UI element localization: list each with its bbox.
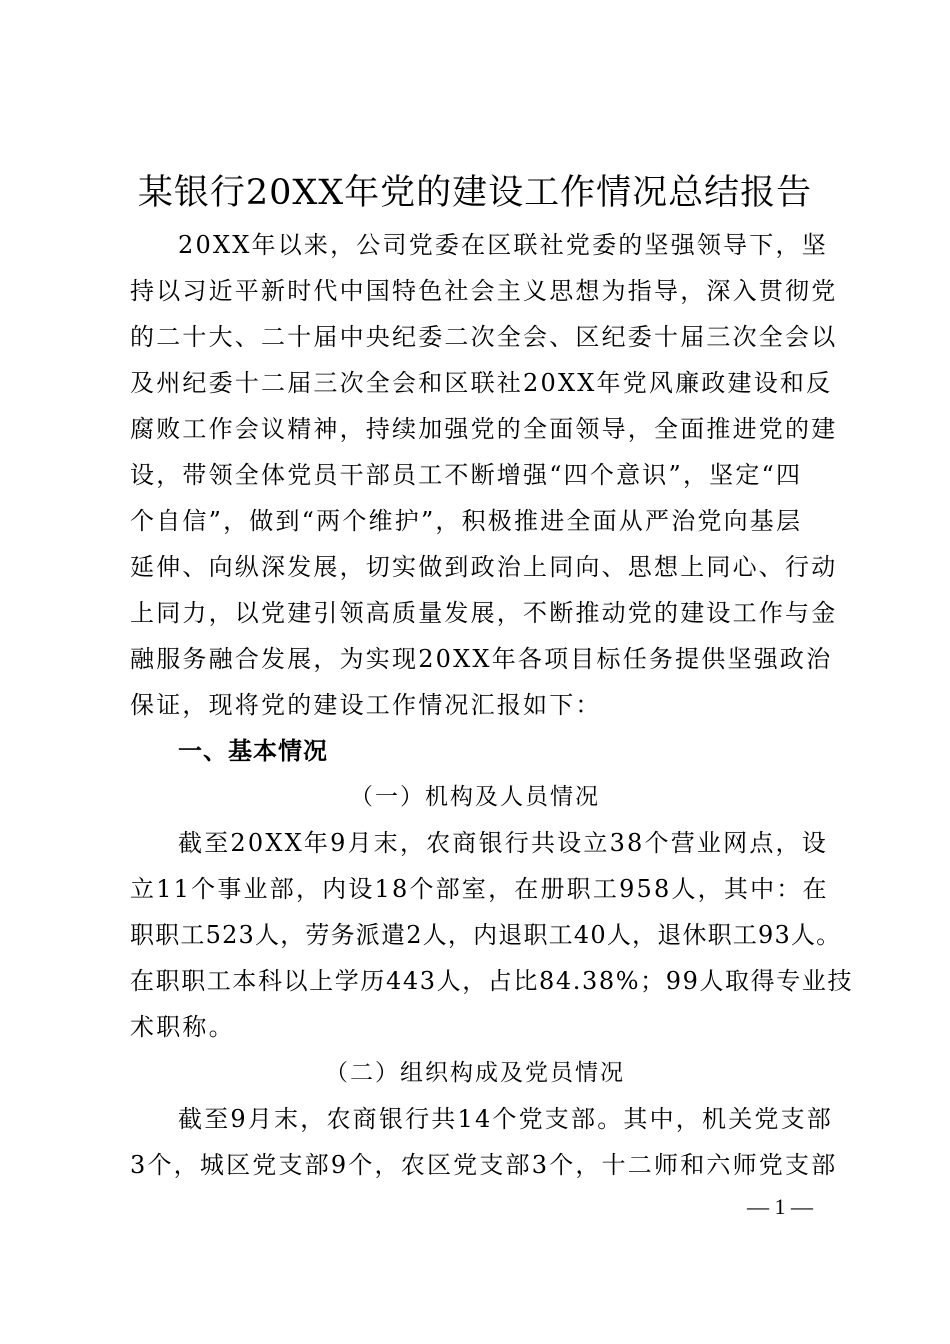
intro-line-7: 个自信”，做到“两个维护”，积极推进全面从严治党向基层 — [130, 507, 803, 535]
intro-line-4: 及州纪委十二届三次全会和区联社20XX年党风廉政建设和反 — [130, 369, 833, 397]
subsection-heading-party-org: （二）组织构成及党员情况 — [325, 1060, 625, 1086]
intro-line-6: 设，带领全体党员干部员工不断增强“四个意识”，坚定“四 — [130, 461, 803, 489]
sub1-line-3: 职职工523人，劳务派遣2人，内退职工40人，退休职工93人。 — [130, 921, 842, 949]
intro-line-1: 20XX年以来，公司党委在区联社党委的坚强领导下，坚 — [178, 231, 828, 259]
intro-line-10: 融服务融合发展，为实现20XX年各项目标任务提供坚强政治 — [130, 645, 833, 673]
sub1-line-5: 术职称。 — [130, 1013, 235, 1041]
sub2-line-2: 3个，城区党支部9个，农区党支部3个，十二师和六师党支部 — [130, 1151, 838, 1179]
subsection-heading-org-staff: （一）机构及人员情况 — [350, 784, 600, 810]
sub1-line-4: 在职职工本科以上学历443人，占比84.38%；99人取得专业技 — [130, 967, 854, 995]
intro-line-11: 保证，现将党的建设工作情况汇报如下： — [130, 691, 602, 719]
intro-line-3: 的二十大、二十届中央纪委二次全会、区纪委十届三次全会以 — [130, 323, 838, 351]
sub2-line-1: 截至9月末，农商银行共14个党支部。其中，机关党支部 — [178, 1105, 834, 1133]
intro-line-8: 延伸、向纵深发展，切实做到政治上同向、思想上同心、行动 — [130, 553, 838, 581]
sub1-line-1: 截至20XX年9月末，农商银行共设立38个营业网点，设 — [178, 829, 828, 857]
intro-line-5: 腐败工作会议精神，持续加强党的全面领导，全面推进党的建 — [130, 415, 838, 443]
intro-line-9: 上同力，以党建引领高质量发展，不断推动党的建设工作与金 — [130, 599, 838, 627]
document-title: 某银行20XX年党的建设工作情况总结报告 — [137, 173, 813, 213]
sub1-line-2: 立11个事业部，内设18个部室，在册职工958人，其中：在 — [130, 875, 829, 903]
page-number: — 1 — — [747, 1194, 813, 1219]
section-heading-basic-info: 一、基本情况 — [178, 737, 328, 765]
intro-line-2: 持以习近平新时代中国特色社会主义思想为指导，深入贯彻党 — [130, 277, 838, 305]
